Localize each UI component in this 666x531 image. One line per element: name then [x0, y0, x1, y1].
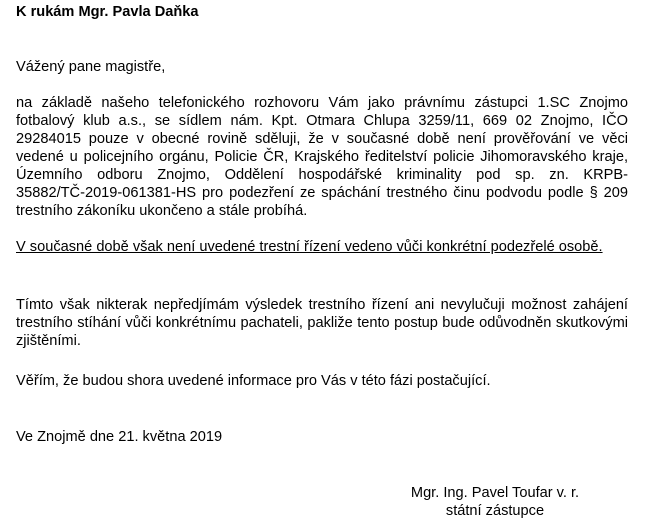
signature-block: [390, 484, 600, 520]
letter-heading: K rukám Mgr. Pavla Daňka: [16, 4, 199, 20]
date-line: Ve Znojmě dne 21. května 2019: [16, 429, 223, 445]
paragraph-disclaimer: Tímto však nikterak nepředjímám výsledek trestního řízení ani nevylučuji možnost zahájení trestního stíhání vůči konkrétnímu pachateli, pakliže tento postup bude odůvodněn skutkovými zjištěními.: [16, 297, 628, 349]
signature-title: státní zástupce: [445, 503, 545, 519]
paragraph-underlined-notice: V současné době však není uvedené trestní řízení vedeno vůči konkrétní podezřelé osobě.: [16, 239, 603, 255]
paragraph-closing: Věřím, že budou shora uvedené informace pro Vás v této fázi postačující.: [16, 373, 491, 389]
paragraph-main: na základě našeho telefonického rozhovoru Vám jako právnímu zástupci 1.SC Znojmo fotbalový klub a.s., se sídlem nám. Kpt. Otmara Chlupa 3259/11, 669 02 Znojmo, IČO 29284015 pouze v obecné rovině sděluji, že v současné době není prověřování ve věci vedené u policejního orgánu, Policie ČR, Krajského ředitelství policie Jihomoravského kraje, Územního odboru Znojmo, Oddělení hospodářské kriminality pod sp. zn. KRPB-35882/TČ-2019-061381-HS pro podezření ze spáchání trestného činu podvodu podle § 209 trestního zákoníku ukončeno a stále probíhá.: [16, 95, 628, 219]
signature-name: Mgr. Ing. Pavel Toufar v. r.: [410, 485, 580, 501]
salutation: Vážený pane magistře,: [16, 59, 166, 75]
